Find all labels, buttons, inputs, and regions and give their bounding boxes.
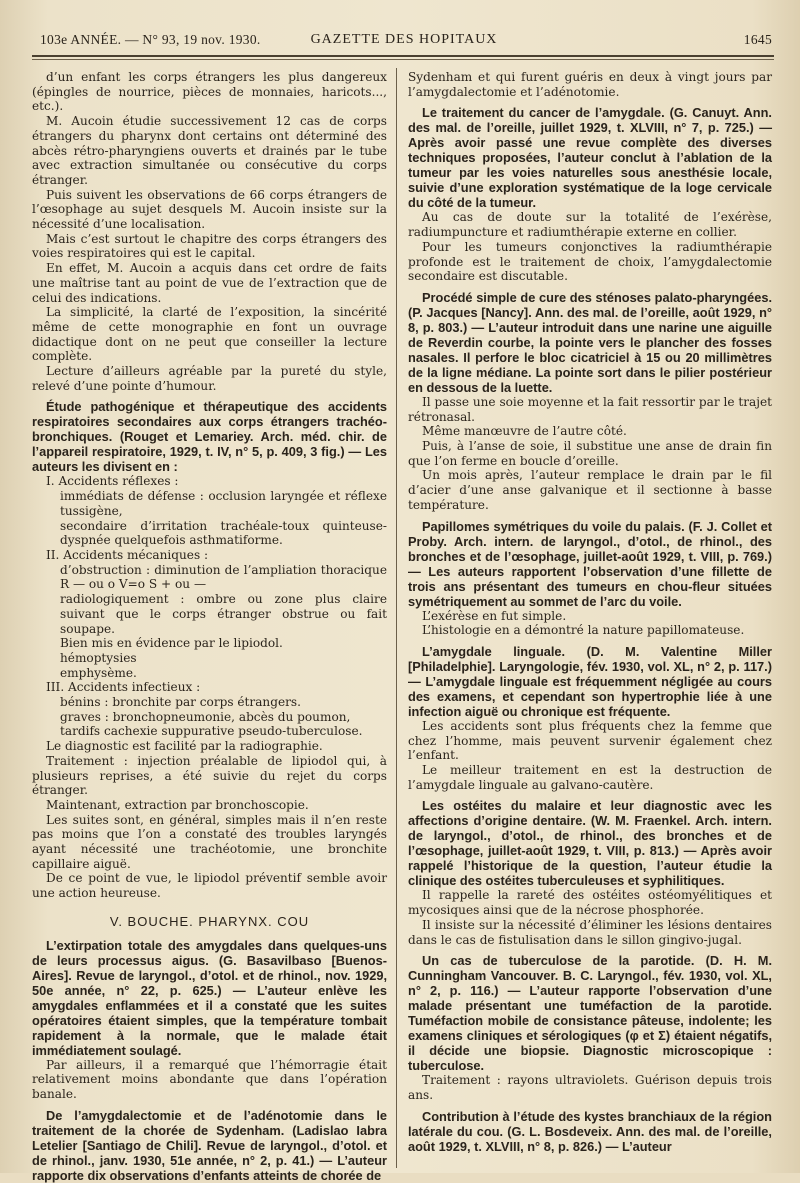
paragraph: L’exérèse en fut simple. [422, 608, 567, 623]
paragraph: Même manœuvre de l’autre côté. [422, 424, 627, 439]
paragraph: La simplicité, la clarté de l’exposition, la sincérité même de cette monographie en font un ouvrage didactique dont on ne peut que conseiller la lecture complète. [32, 305, 387, 364]
paragraph: M. Aucoin étudie successivement 12 cas de corps étrangers du pharynx dont certains ont déterminé des abcès rétro-pharyngiens ouverts et drainés par le tube avec extraction simultanée ou consécutive du corps étranger. [32, 114, 387, 187]
paragraph: I. Accidents réflexes : [46, 474, 179, 489]
paragraph: graves : bronchopneumonie, abcès du poumon, [60, 709, 351, 724]
paragraph: Lecture d’ailleurs agréable par la pureté du style, relevé d’une pointe d’humour. [32, 364, 387, 393]
paragraph: radiologiquement : ombre ou zone plus claire suivant que le corps étranger obstrue ou fait soupape. [60, 592, 387, 636]
paragraph: III. Accidents infectieux : [46, 680, 201, 695]
header-rule [32, 55, 774, 57]
article-heading-paragraph: Le traitement du cancer de l’amygdale. (G. Canuyt. Ann. des mal. de l’oreille, juillet 1929, t. XLVIII, n° 7, p. 725.) — Après avoir passé une revue complète des diverses techniques proposées, l’auteur conclut à l’ablation de la tumeur par les voies naturelles sous anesthésie locale, suivie d’une exploration systématique de la loge cervicale du côté de la tumeur. [408, 105, 772, 211]
left-column [32, 70, 387, 1183]
paragraph: d’un enfant les corps étrangers les plus dangereux (épingles de nourrice, pièces de monnaies, haricots..., etc.). [32, 70, 387, 114]
article-heading-paragraph: Un cas de tuberculose de la parotide. (D. H. M. Cunningham Vancouver. B. C. Laryngol., fév. 1930, vol. XL, n° 2, p. 116.) — L’auteur rapporte l’observation d’une malade présentant une tuméfaction de la parotide. Tuméfaction mobile de consistance pâteuse, indolente; les examens cliniques et sérologiques (φ et Σ) étaient négatifs, il décide une biopsie. Diagnostic microscopique : tuberculose. [408, 953, 772, 1074]
article-heading-paragraph: Contribution à l’étude des kystes branchiaux de la région latérale du cou. (G. L. Bosdeveix. Ann. des mal. de l’oreille, août 1929, t. XLVIII, n° 8, p. 826.) — L’auteur [408, 1108, 772, 1154]
paragraph: Bien mis en évidence par le lipiodol. [60, 636, 283, 651]
paragraph: Traitement : rayons ultraviolets. Guérison depuis trois ans. [408, 1073, 772, 1102]
running-header [28, 28, 780, 52]
paragraph: d’obstruction : diminution de l’ampliation thoracique R — ou o V=o S + ou — [60, 562, 387, 592]
paragraph: Puis, à l’anse de soie, il substitue une anse de drain fin que l’on ferme en boucle d’oreille. [408, 439, 772, 468]
paragraph: Il passe une soie moyenne et la fait ressortir par le trajet rétronasal. [408, 394, 772, 424]
paragraph: Les accidents sont plus fréquents chez la femme que chez l’homme, mais peuvent survenir également chez l’enfant. [408, 718, 772, 763]
journal-title: GAZETTE DES HOPITAUX [310, 32, 498, 47]
paragraph: Au cas de doute sur la totalité de l’exérèse, radiumpuncture et radiumthérapie externe en collier. [408, 210, 772, 240]
article-heading-paragraph: Étude pathogénique et thérapeutique des accidents respiratoires secondaires aux corps étrangers trachéo-bronchiques. (Rouget et Lemariey. Arch. méd. chir. de l’appareil respiratoire, 1929, t. IV, n° 5, p. 409, 3 fig.) — Les auteurs les divisent en : [32, 399, 387, 475]
section-heading: V. BOUCHE. PHARYNX. COU [109, 913, 310, 929]
article-heading-paragraph: L’amygdale linguale. (D. M. Valentine Miller [Philadelphie]. Laryngologie, fév. 1930, vol. XL, n° 2, p. 117.) — L’amygdale linguale est fréquemment négligée au cours des examens, et cependant son hypertrophie liée à une infection aiguë ou chronique est fréquente. [408, 643, 772, 719]
right-column [408, 70, 772, 1165]
paragraph: Un mois après, l’auteur remplace le drain par le fil d’acier d’une anse galvanique et il sectionne à basse température. [408, 468, 772, 512]
paragraph: De ce point de vue, le lipiodol préventif semble avoir une action heureuse. [32, 871, 387, 901]
paragraph: Par ailleurs, il a remarqué que l’hémorragie était relativement moins abondante que dans l’opération banale. [32, 1057, 387, 1101]
article-heading-paragraph: Papillomes symétriques du voile du palais. (F. J. Collet et Proby. Arch. intern. de laryngol., d’otol., de rhinol., des bronches et de l’œsophage, juillet-août 1929, t. VIII, p. 769.) — Les auteurs rapportent l’observation d’une fillette de trois ans présentant des tumeurs en chou-fleur situées symétriquement au sommet de l’arc du voile. [408, 518, 772, 609]
paragraph: emphysème. [60, 665, 137, 680]
paragraph: Traitement : injection préalable de lipiodol qui, à plusieurs reprises, a été suivie du rejet du corps étranger. [32, 753, 387, 798]
issue-info: 103e ANNÉE. — N° 93, 19 nov. 1930. [40, 32, 261, 47]
article-heading-paragraph: De l’amygdalectomie et de l’adénotomie dans le traitement de la chorée de Sydenham. (Ladislao Iabra Letelier [Santiago de Chili]. Revue de laryngol., d’otol. et de rhinol., janv. 1930, 51e année, n° 2, p. 41.) — L’auteur rapporte dix observations d’enfants atteints de chorée de [32, 1107, 387, 1183]
paragraph: L’histologie en a démontré la nature papillomateuse. [422, 623, 745, 638]
paragraph: Puis suivent les observations de 66 corps étrangers de l’œsophage au sujet desquels M. Aucoin insiste sur la nécessité d’une localisation. [32, 187, 387, 232]
paragraph: Mais c’est surtout le chapitre des corps étrangers des voies respiratoires qui est le capital. [32, 231, 387, 261]
paragraph: II. Accidents mécaniques : [46, 547, 209, 562]
paragraph: Il insiste sur la nécessité d’éliminer les lésions dentaires dans le cas de fistulisation dans le sillon gingivo-jugal. [408, 917, 772, 947]
paragraph: hémoptysies [60, 650, 137, 665]
header-rule-thin [32, 59, 774, 60]
paragraph: Sydenham et qui furent guéris en deux à vingt jours par l’amygdalectomie et l’adénotomie. [408, 70, 772, 99]
paragraph: Les suites sont, en général, simples mais il n’en reste pas moins que l’on a constaté des troubles laryngés ayant nécessité une trachéotomie, une bronchite capillaire aiguë. [32, 812, 387, 871]
paragraph: Maintenant, extraction par bronchoscopie. [46, 797, 309, 812]
article-heading-paragraph: Procédé simple de cure des sténoses palato-pharyngées. (P. Jacques [Nancy]. Ann. des mal. de l’oreille, août 1929, n° 8, p. 803.) — L’auteur introduit dans une narine une aiguille de Reverdin courbe, la pointe vers le plancher des fosses nasales. Il perfore le bloc cicatriciel à 15 ou 20 millimètres de la ligne médiane. La pointe sort dans le pilier postérieur en dessous de la luette. [408, 289, 772, 395]
paragraph: En effet, M. Aucoin a acquis dans cet ordre de faits une maîtrise tant au point de vue de l’extraction que de celui des indications. [32, 261, 387, 305]
paragraph: immédiats de défense : occlusion laryngée et réflexe tussigène, [60, 489, 387, 518]
article-heading-paragraph: L’extirpation totale des amygdales dans quelques-uns de leurs processus aigus. (G. Basavilbaso [Buenos-Aires]. Revue de laryngol., d’otol. et de rhinol., nov. 1929, 50e année, n° 22, p. 625.) — L’auteur enlève les amygdales enflammées et il a constaté que les suites opératoires étaient simples, que la température tombait rapidement à la normale, que le malade était immédiatement soulagé. [32, 937, 387, 1058]
paragraph: Le meilleur traitement en est la destruction de l’amygdale linguale au galvano-cautère. [408, 763, 772, 792]
paragraph: tardifs cachexie suppurative pseudo-tuberculose. [60, 724, 363, 739]
paragraph: Il rappelle la rareté des ostéites ostéomyélitiques et mycosiques ainsi que de la nécrose phosphorée. [408, 888, 772, 918]
paragraph: Pour les tumeurs conjonctives la radiumthérapie profonde est le traitement de choix, l’amygdalectomie secondaire est discutable. [408, 239, 772, 284]
paragraph: bénins : bronchite par corps étrangers. [60, 695, 301, 710]
paragraph: secondaire d’irritation trachéale-toux quinteuse-dyspnée quelquefois asthmatiforme. [60, 518, 387, 548]
column-divider [396, 68, 397, 1168]
page-number: 1645 [743, 32, 772, 47]
paragraph: Le diagnostic est facilité par la radiographie. [46, 739, 323, 754]
article-heading-paragraph: Les ostéites du malaire et leur diagnostic avec les affections d’origine dentaire. (W. M. Fraenkel. Arch. intern. de laryngol., d’otol., de rhinol., des bronches et de l’œsophage, juillet-août 1929, t. VIII, p. 813.) — Après avoir rappelé l’historique de la question, l’auteur étudie la clinique des ostéites tuberculeuses et syphilitiques. [408, 798, 772, 889]
